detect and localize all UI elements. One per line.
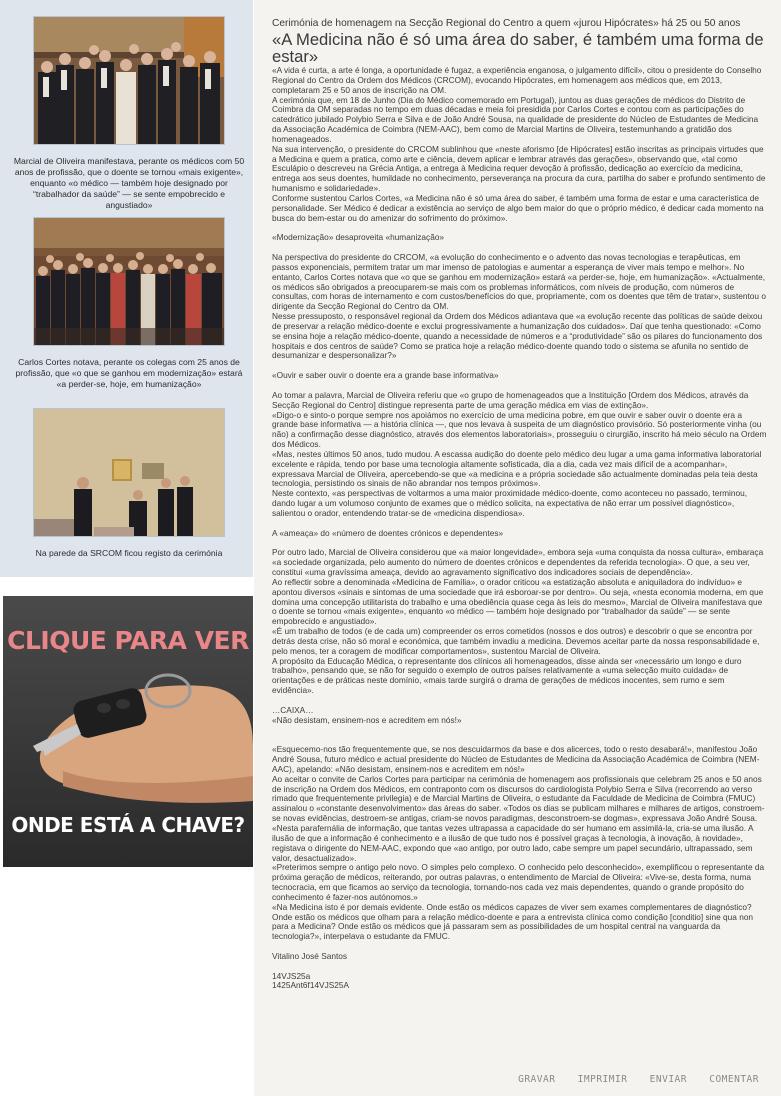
article-paragraph: «Esquecemo-nos tão frequentemente que, se nos descuidarmos da base e dos alicerces, todo o resto desabará!», manifestou João André Sousa, futuro médico e actual presidente do Núcleo de Estudantes de Medicina da Associação Académica de Coimbra (NEM-AAC), apelando: «Não desistam, ensinem-nos e acreditem em nós!» xyxy=(272,744,760,774)
article-paragraph: Por outro lado, Marcial de Oliveira considerou que «a maior longevidade», embora seja «uma conquista da nossa cultura», embaraça «a sociedade organizada, pelo aumento do número de doentes crónicos e dependentes da referida tecnologia». O que, a seu ver, constitui «uma gravíssima ameaça, devido ao agravamento significativo dos indicadores sociais de dependência». xyxy=(272,547,764,578)
article-paragraph: A propósito da Educação Médica, o representante dos clínicos ali homenageados, disse ainda ser «necessário um longo e duro trabalho», pensando que, se não for seguido o exemplo de outros países relativamente a «uma selecção muito cuidada» de orientações e de práticas neste domínio, «mais tarde surgirá o drama de gerações de médicos inocentes, sem rumo e sem evidência». xyxy=(272,655,742,696)
article-paragraph: Na perspectiva do presidente do CRCOM, «a evolução do conhecimento e o advento das novas tecnologias e terapêuticas, em passos exponenciais, permitem tratar um mar imenso de patologias e aumentar a esperança de viver mais tempo e melhor». No entanto, Carlos Cortes notava que «o que se ganhou em modernização» estará «a perder-se, hoje, em humanização». «Actualmente, os médicos são obrigados a preocuparem-se mais com os problemas informáticos, com níveis de produção, com números de consultas, com horas de internamento e com custos/benefícios do que, propriamente, com os doentes que têm de tratar», sustentou o dirigente da Secção Regional do Centro da OM. xyxy=(272,252,766,312)
article-paragraph: Ao reflectir sobre a denominada «Medicina de Família», o orador criticou «a estatização absoluta e aniquiladora do indivíduo» e apontou diversos «sinais e sintomas de uma sociedade que irá esboroar-se por dentro». Ou seja, «nesta economia moderna, em que domina uma concepção utilitarista do trabalho e uma obediência quase cega às leis do mesmo», Marcial de Oliveira manifestava que o doente se tornou «mais exigente», enquanto «o médico — também hoje designado por “trabalhador da saúde” — se sente empobrecido e angustiado». xyxy=(272,576,764,627)
article-paragraph: Na sua intervenção, o presidente do CRCOM sublinhou que «neste aforismo [de Hipócrates] estão inscritas as principais virtudes que a Medicina e quem a pratica, como arte e ciência, devem aplicar e lembrar através das gerações», observando que, «tal como Esculápio o descreveu na Grécia Antiga, a entrega à Medicina requer devoção à profissão, dedicação ao exercício da medicina, entrega aos seus doentes, humildade no conhecimento, perseverança na procura da cura, partilha do saber e profundo sentimento de humanismo e solidariedade». xyxy=(272,143,766,194)
article-actions xyxy=(502,1074,759,1085)
save-button[interactable]: GRAVAR xyxy=(518,1074,556,1085)
article-paragraph: Conforme sustentou Carlos Cortes, «a Medicina não é só uma área do saber, é também uma forma de estar e uma característica de personalidade. Ser Médico é dedicar a existência ao serviço de algo bem maior do que o próprio médico, é dedicar cada momento na busca do bem-estar ou do amenizar do sofrimento do próximo». xyxy=(272,192,764,223)
article-paragraph: «Na Medicina isto é por demais evidente. Onde estão os médicos capazes de viver sem exames complementares de diagnóstico? Onde estão os médicos que olham para a relação médico-doente e para a entrevista clínica como condição [conditio] sine qua non para a Medicina? Onde estão os médicos que já passaram sem as possibilidades de um hospital central na vanguarda da tecnologia?», interpelava o estudante da FMUC. xyxy=(272,901,754,942)
photo-plaque-wall[interactable] xyxy=(33,408,225,537)
article-paragraph: 14VJS25a xyxy=(272,970,311,981)
article-paragraph: Ao aceitar o convite de Carlos Cortes para participar na cerimónia de homenagem aos profissionais que celebram 25 anos e 50 anos de inscrição na Ordem dos Médicos, em contraponto com os discursos do cardiologista Polybio Serra e Silva (recorrendo ao verso rimado que frequentemente privilegia) e de Marcial Martins de Oliveira, o estudante da Faculdade de Medicina de Coimbra (FMUC) assinalou o «constante desenvolvimento» das áreas do saber. «Todos os dias se publicam milhares e milhares de artigos, constroem-se novas evidências, destroem-se antigas, criam-se novos paradigmas, desconstroem-se dogmas», expressava João André Sousa. xyxy=(272,773,765,824)
photo-caption: Na parede da SRCOM ficou registo da cerimónia xyxy=(35,548,223,558)
article-paragraph: …CAIXA… xyxy=(272,704,314,715)
article-paragraph: A cerimónia que, em 18 de Junho (Dia do Médico comemorado em Portugal), juntou as duas gerações de médicos do Distrito de Coimbra da OM separadas no tempo em duas décadas e meia foi presidida por Carlos Cortes e contou com as participações do catedrático jubilado Polybio Serra e Silva e de João André Sousa, na qualidade de presidente do Núcleo de Estudantes de Medicina da Associação Académica de Coimbra (NEM-AAC), bem como de Marcial Martins de Oliveira, testemunhando a gratidão dos homenageados. xyxy=(272,94,759,144)
article-kicker: Cerimónia de homenagem na Secção Regional do Centro a quem «jurou Hipócrates» há 25 ou 50 anos xyxy=(272,18,741,29)
paragraph-spacer xyxy=(272,962,768,972)
article-paragraph: «Digo-o e sinto-o porque sempre nos apoiámos no exercício de uma medicina pobre, em que ouvir e saber ouvir o doente era a grande base informativa — a história clínica —, que nos levava à suspeita de um diagnóstico provisório. Só posteriormente vinha (ou não) a confirmação desse diagnóstico, através dos elementos laboratoriais», prosseguiu o cirurgião, inscrito há meio século na Ordem dos Médicos. xyxy=(272,409,767,450)
article-paragraph: «Preterimos sempre o antigo pelo novo. O simples pelo complexo. O conhecido pelo desconhecido», exemplificou o representante da próxima geração de médicos, reiterando, por outras palavras, o entendimento de Marcial de Oliveira: «Vive-se, desta forma, numa tecnocracia, em que ficamos ao serviço da tecnologia, tornando-nos cada vez mais dependentes, quando o grande propósito do conhecimento é fazer-nos autónomos.» xyxy=(272,862,765,902)
article-panel xyxy=(254,0,781,1096)
article-paragraph: Ao tomar a palavra, Marcial de Oliveira referiu que «o grupo de homenageados que a Instituição [Ordem dos Médicos, através da Secção Regional do Centro] distingue representa parte de uma geração médica em vias de extinção». xyxy=(272,389,749,410)
article-paragraph: «A vida é curta, a arte é longa, a oportunidade é fugaz, a experiência enganosa, o julgamento difícil», citou o presidente do Conselho Regional do Centro da Ordem dos Médicos (CRCOM), evocando Hipócrates, em homenagem aos médicos que, em 2013, completaram 25 e 50 anos de inscrição na OM. xyxy=(272,65,762,95)
article-paragraph: «Mas, nestes últimos 50 anos, tudo mudou. A escassa audição do doente pelo médico deu lugar a uma gama informativa laboratorial excelente e rápida, tendo por base uma tecnologia altamente sofisticada, dia a dia, cada vez mais difícil de a acompanhar», expressava Marcial de Oliveira, apercebendo-se que «a medicina e a própria sociedade são actualmente dominadas pela teia desta tecnologia, persistindo os sinais de não abrandar nos tempos próximos». xyxy=(272,448,762,489)
photo-sidebar xyxy=(0,0,253,577)
article-paragraph: «Modernização» desaproveita «humanização» xyxy=(272,232,445,243)
print-button[interactable]: IMPRIMIR xyxy=(577,1074,628,1085)
advertisement-banner[interactable] xyxy=(3,596,253,867)
article-paragraph: A «ameaça» do «número de doentes crónicos e dependentes» xyxy=(272,527,504,538)
paragraph-spacer xyxy=(272,696,768,706)
comment-button[interactable]: COMENTAR xyxy=(709,1074,759,1085)
article-paragraph: Neste contexto, «as perspectivas de voltarmos a uma maior proximidade médico-doente, como aconteceu no passado, terminou, dando lugar a um volumoso conjunto de exames que o médico solicita, na expectativa de não errar um possível diagnóstico», salientou o orador, entendendo tratar-se de «medicina dispendiosa». xyxy=(272,488,748,518)
photo-honorees-50-years[interactable] xyxy=(33,16,225,145)
photo-caption: Marcial de Oliveira manifestava, perante os médicos com 50 anos de profissão, que o doente se tornou «mais exigente», enquanto «o médico — também hoje designado por “trabalhador da saúde” — se sente empobrecido e angustiado» xyxy=(13,156,245,210)
article-paragraph: «Nesta parafernália de informação, que tantas vezes ultrapassa a capacidade do ser humano em assimilá-la, cria-se uma ilusão. A ilusão de que a informação é conhecimento e a ilusão de que tudo nos é possível graças à tecnologia, à inovação, à novidade», registava o dirigente do NEM-AAC, expondo que «ao antigo, por outro lado, cabe sempre um papel secundário, ultrapassado, sem valor, desactualizado». xyxy=(272,822,754,863)
photo-honorees-25-years[interactable] xyxy=(33,217,225,346)
send-button[interactable]: ENVIAR xyxy=(649,1074,687,1085)
article-paragraph: Nesse pressuposto, o responsável regional da Ordem dos Médicos adiantava que «a evolução recente das políticas de saúde deixou de preservar a relação médico-doente e exclui progressivamente a humanização dos cuidados». Daí que tenha questionado: «Como se ensina hoje a relação médico-doente, quando a necessidade de números e a “produtividade” são os pilares do funcionamento dos hospitais e dos centros de saúde? Como se pratica hoje a relação médico-doente quando todo o sistema se afunila no sentido de desumanizar e despersonalizar?» xyxy=(272,311,763,361)
article-paragraph: «É um trabalho de todos (e de cada um) compreender os erros cometidos (nossos e dos outros) e descobrir o que se encontra por detrás desta crise, não só moral e económica, que também invadiu a medicina. Devemos aceitar parte da nossa responsabilidade e, pelo menos, ter a coragem de modificar comportamentos», sustentou Marcial de Oliveira. xyxy=(272,626,760,656)
article xyxy=(272,18,768,991)
article-paragraph: Vitalino José Santos xyxy=(272,950,348,961)
article-paragraph: «Não desistam, ensinem-nos e acreditem em nós!» xyxy=(272,714,462,725)
paragraph-spacer xyxy=(272,726,768,736)
article-body xyxy=(272,66,768,991)
ad-headline-top: CLIQUE PARA VER xyxy=(7,626,249,655)
article-headline: «A Medicina não é só uma área do saber, é também uma forma de estar» xyxy=(272,30,764,66)
article-paragraph: 1425Ant6f14VJS25A xyxy=(272,980,350,991)
photo-caption: Carlos Cortes notava, perante os colegas com 25 anos de profissão, que «o que se ganhou em modernização» estará «a perder-se, hoje, em humanização» xyxy=(15,357,243,389)
article-paragraph: «Ouvir e saber ouvir o doente era a grande base informativa» xyxy=(272,370,499,381)
ad-headline-bottom: ONDE ESTÁ A CHAVE? xyxy=(11,813,245,837)
